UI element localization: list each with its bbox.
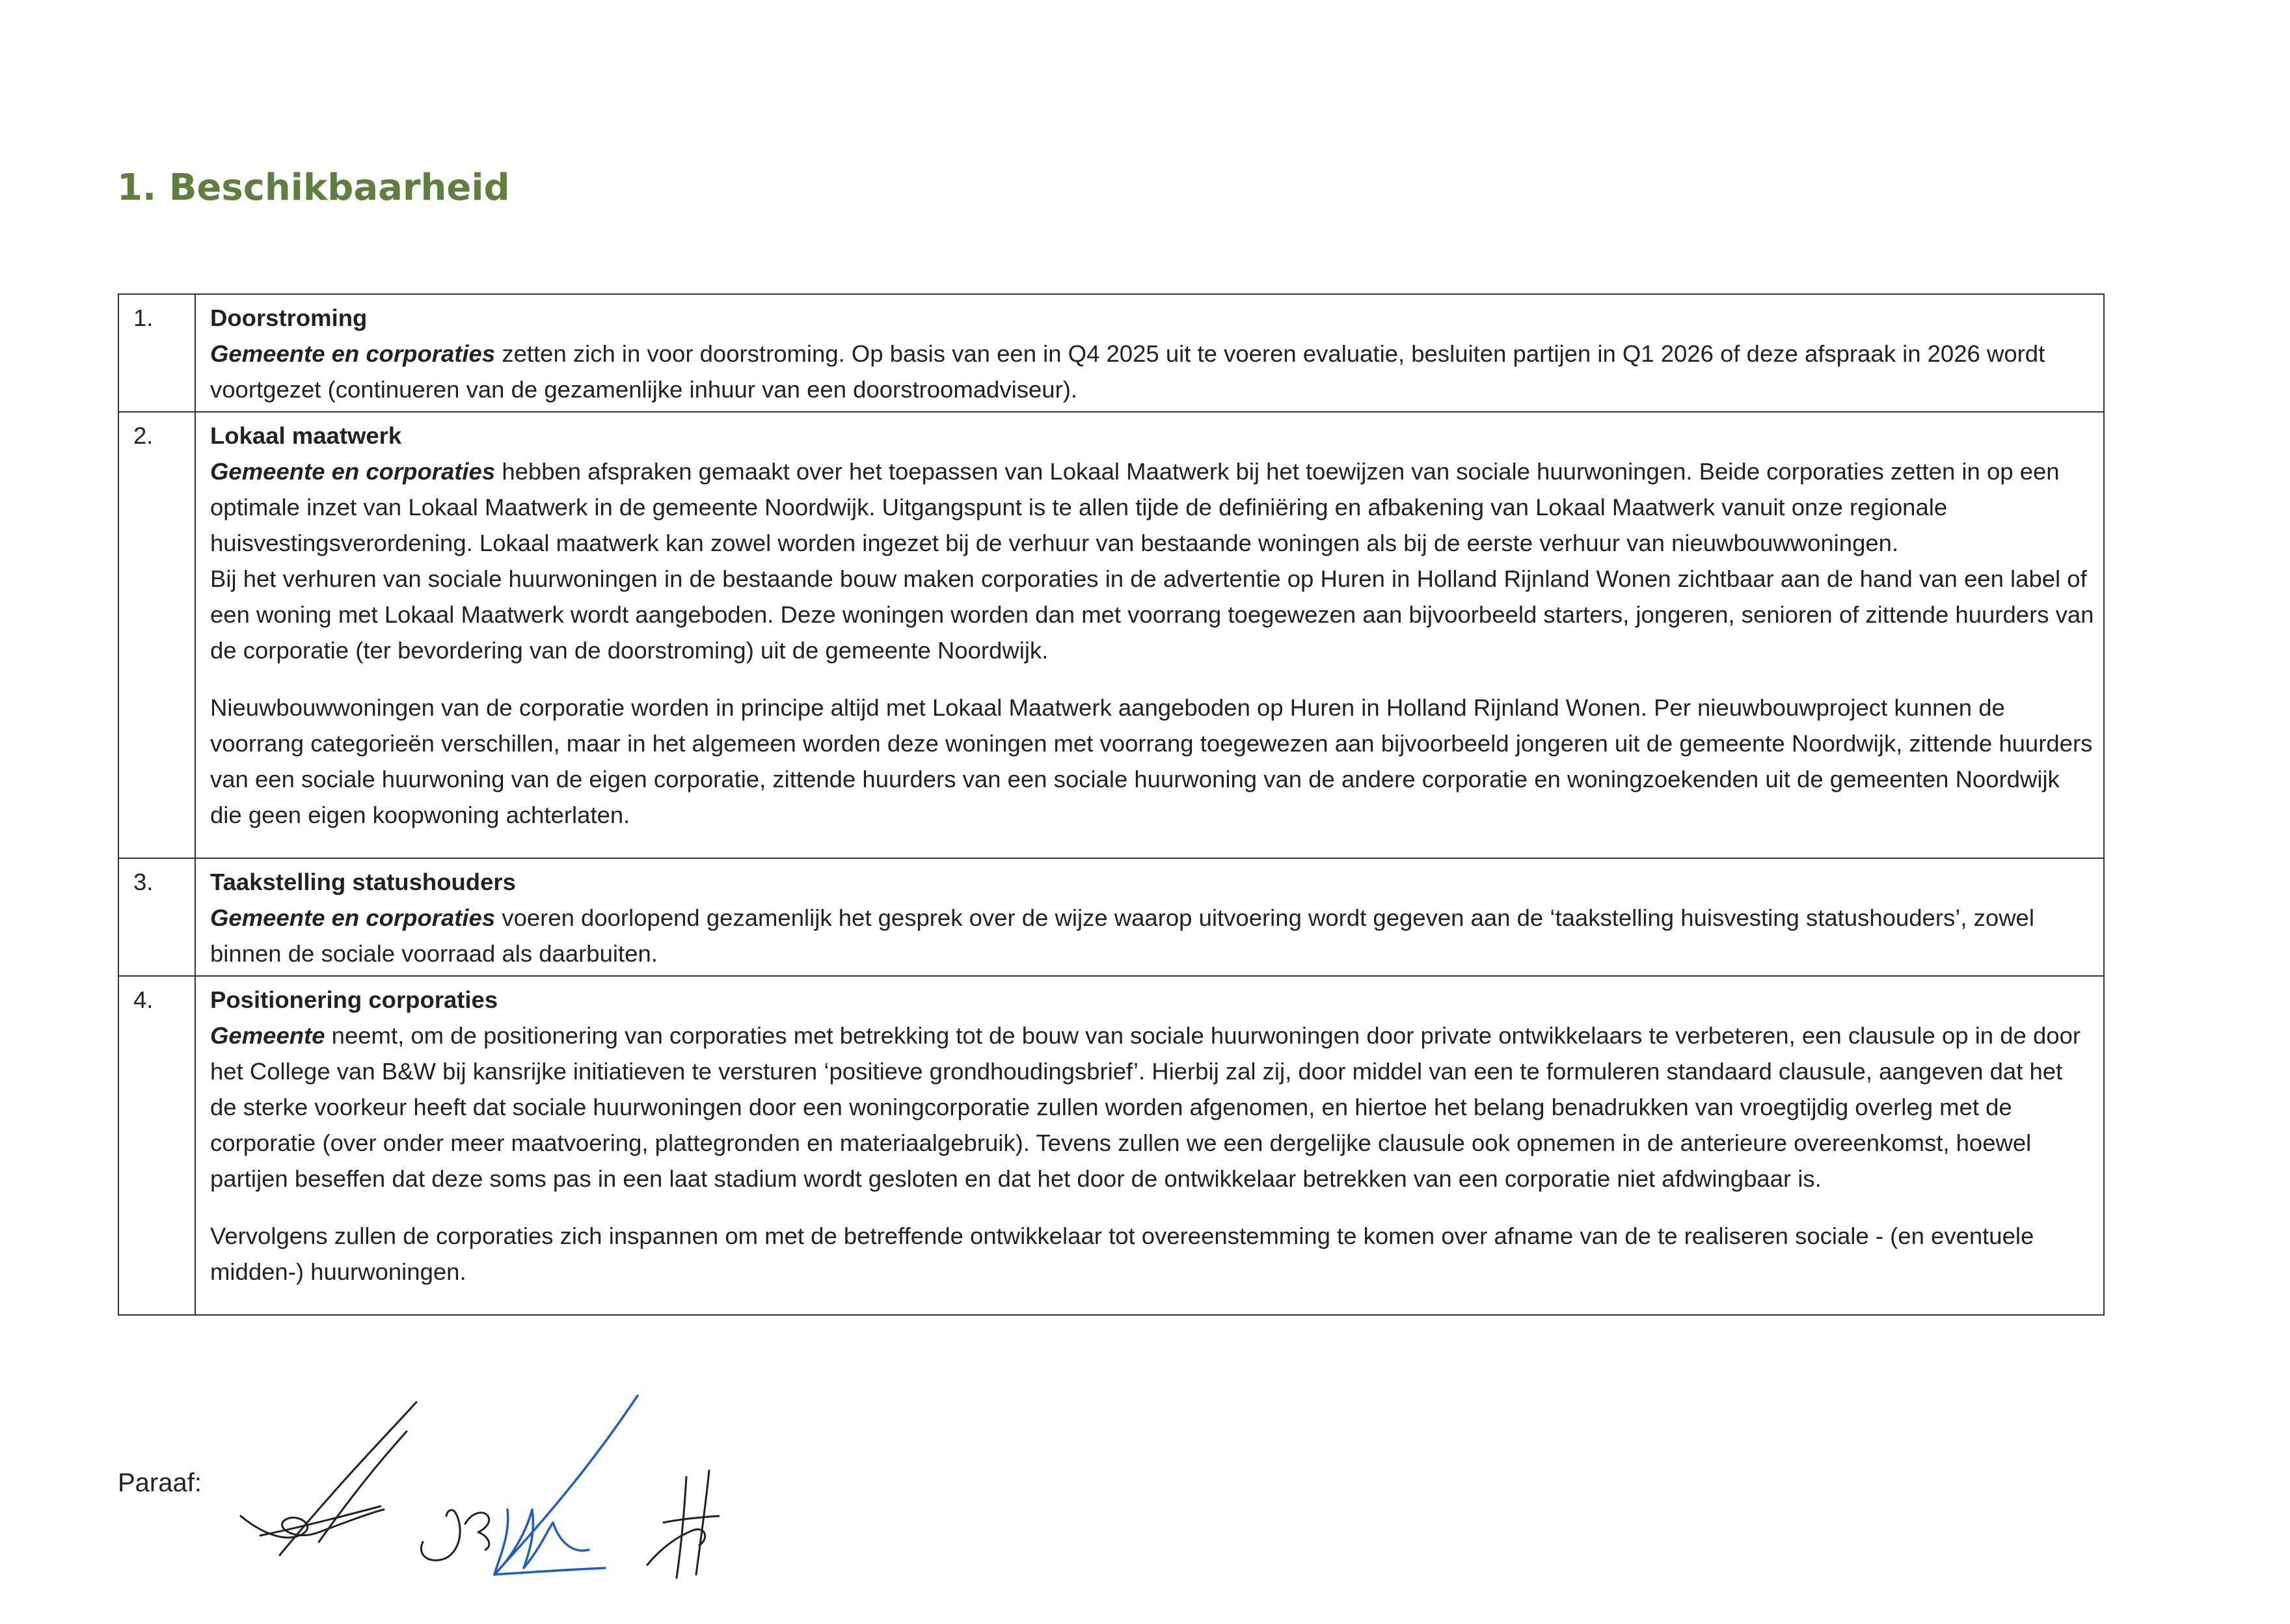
row-number: 2. [118,412,195,858]
row-paragraph: Nieuwbouwwoningen van de corporatie worden in principe altijd met Lokaal Maatwerk aangeboden op Huren in Holland Rijnland Wonen. Per nieuwbouwproject kunnen de voorrang categorieën verschillen, maar in het algemeen worden deze woningen met voorrang toegewezen aan bijvoorbeeld jongeren uit de gemeente Noordwijk, zittende huurders van een sociale huurwoning van de eigen corporatie, zittende huurders van een sociale huurwoning van de andere corporatie en woningzoekenden uit de gemeenten Noordwijk die geen eigen koopwoning achterlaten. [210,694,2093,828]
paraaf-label: Paraaf: [118,1468,202,1497]
row-title: Taakstelling statushouders [210,869,516,895]
table-row [118,294,2104,412]
paragraph-subject: Gemeente en corporaties [210,904,496,931]
signatures [221,1379,781,1588]
paragraph-text: hebben afspraken gemaakt over het toepassen van Lokaal Maatwerk bij het toewijzen van sociale huurwoningen. Beide corporaties zetten in op een optimale inzet van Lokaal Maatwerk in de gemeente Noordwijk. Uitgangspunt is te allen tijde de definiëring en afbakening van Lokaal Maatwerk vanuit onze regionale huisvestingsverordening. Lokaal maatwerk kan zowel worden ingezet bij de verhuur van bestaande woningen als bij de eerste verhuur van nieuwbouwwoningen. [210,458,2060,556]
signature-4-icon [647,1470,719,1578]
row-title: Doorstroming [210,304,368,331]
row-content [195,858,2104,976]
row-content [195,412,2104,858]
row-number: 1. [118,294,195,412]
row-paragraph [210,453,2094,561]
paragraph-text: zetten zich in voor doorstroming. Op basis van een in Q4 2025 uit te voeren evaluatie, besluiten partijen in Q1 2026 of deze afspraak in 2026 wordt voortgezet (continueren van de gezamenlijke inhuur van een doorstroomadviseur). [210,340,2045,403]
signature-2-icon [421,1510,489,1560]
row-content [195,294,2104,412]
row-paragraph [210,1018,2094,1197]
section-heading: 1. Beschikbaarheid [117,167,510,209]
paragraph-subject: Gemeente [210,1022,325,1049]
row-paragraph: Bij het verhuren van sociale huurwoningen in de bestaande bouw maken corporaties in de advertentie op Huren in Holland Rijnland Wonen zichtbaar aan de hand van een label of een woning met Lokaal Maatwerk wordt aangeboden. Deze woningen worden dan met voorrang toegewezen aan bijvoorbeeld starters, jongeren, senioren of zittende huurders van de corporatie (ter bevordering van de doorstroming) uit de gemeente Noordwijk. [210,565,2094,664]
row-paragraph [210,900,2094,971]
row-number: 3. [118,858,195,976]
paragraph-subject: Gemeente en corporaties [210,458,496,485]
row-title: Positionering corporaties [210,986,498,1013]
row-content [195,976,2104,1315]
row-number: 4. [118,976,195,1315]
paragraph-text: neemt, om de positionering van corporaties met betrekking tot de bouw van sociale huurwoningen door private ontwikkelaars te verbeteren, een clausule op in de door het College van B&W bij kansrijke initiatieven te versturen ‘positieve grondhoudingsbrief’. Hierbij zal zij, door middel van een te formuleren standaard clausule, aangeven dat het de sterke voorkeur heeft dat sociale huurwoningen door een woningcorporatie zullen worden afgenomen, en hiertoe het belang benadrukken van vroegtijdig overleg met de corporatie (over onder meer maatvoering, plattegronden en materiaalgebruik). Tevens zullen we een dergelijke clausule ook opnemen in de anterieure overeenkomst, hoewel partijen beseffen dat deze soms pas in een laat stadium wordt gesloten en dat het door de ontwikkelaar betrekken van een corporatie niet afdwingbaar is. [210,1022,2081,1192]
row-title: Lokaal maatwerk [210,422,402,449]
row-paragraph [210,336,2094,407]
table-row [118,858,2104,976]
table-row [118,976,2104,1315]
row-paragraph: Vervolgens zullen de corporaties zich inspannen om met de betreffende ontwikkelaar tot overeenstemming te komen over afname van de te realiseren sociale - (en eventuele midden-) huurwoningen. [210,1223,2034,1285]
signature-3-icon [494,1396,638,1575]
paragraph-text: voeren doorlopend gezamenlijk het gesprek over de wijze waarop uitvoering wordt gegeven aan de ‘taakstelling huisvesting statushouders’, zowel binnen de sociale voorraad als daarbuiten. [210,904,2034,967]
signature-1-icon [241,1402,416,1555]
paragraph-subject: Gemeente en corporaties [210,340,496,367]
agreements-table [118,293,2105,1316]
table-row [118,412,2104,858]
